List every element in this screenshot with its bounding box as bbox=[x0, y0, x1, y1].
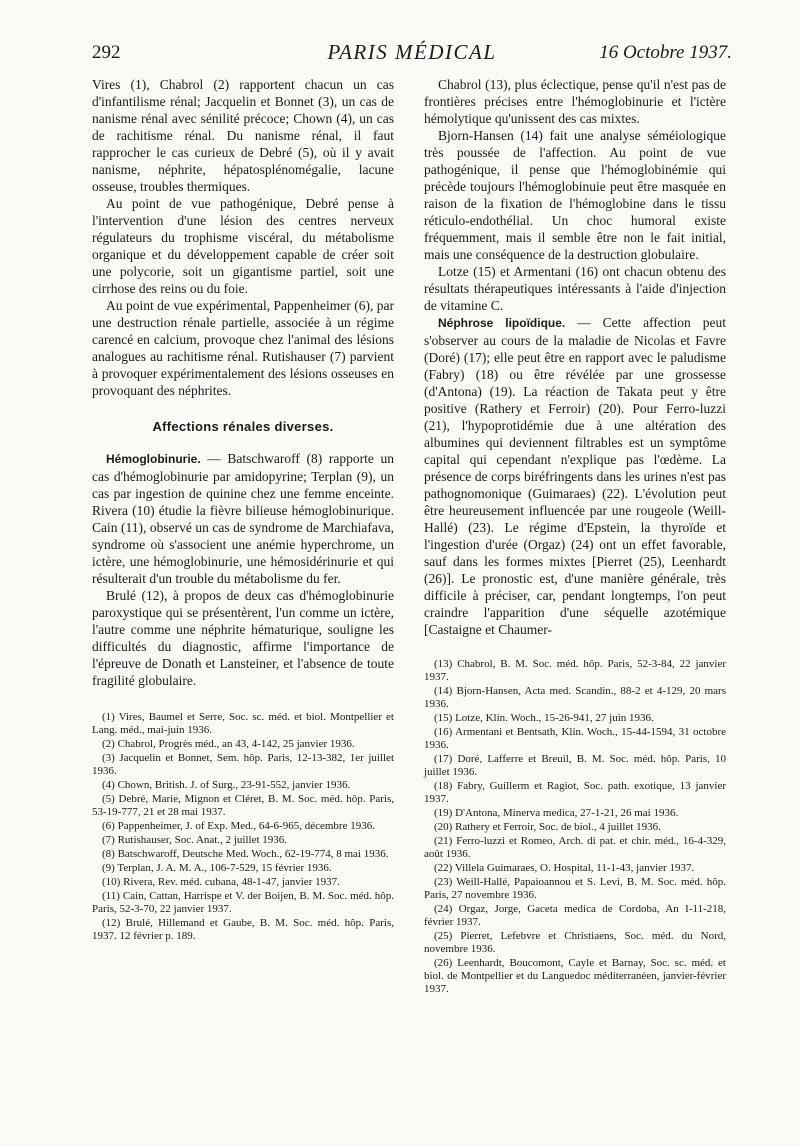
page-header bbox=[92, 40, 732, 70]
footnote: (3) Jacquelin et Bonnet, Sem. hôp. Paris, 12-13-382, 1er juillet 1936. bbox=[92, 752, 394, 777]
footnote: (11) Cain, Cattan, Harrispe et V. der Boijen, B. M. Soc. méd. hôp. Paris, 52-3-70, 22 janvier 1937. bbox=[92, 890, 394, 915]
footnote: (18) Fabry, Guillerm et Ragiot, Soc. path. exotique, 13 janvier 1937. bbox=[424, 780, 726, 805]
footnote: (15) Lotze, Klin. Woch., 15-26-941, 27 juin 1936. bbox=[434, 712, 654, 724]
paragraph: Chabrol (13), plus éclectique, pense qu'il n'est pas de frontières précises entre l'hémoglobinurie et l'ictère hémolytique qu'unissent des cas mixtes. bbox=[424, 77, 726, 126]
run-in-heading: Néphrose lipoïdique. bbox=[438, 316, 566, 330]
footnote: (23) Weill-Hallé, Papaioannou et S. Levi, B. M. Soc. méd. hôp. Paris, 27 novembre 1936. bbox=[424, 876, 726, 901]
paragraph: Bjorn-Hansen (14) fait une analyse séméiologique très poussée de l'affection. Au point de vue pathogénique, il pense que l'hémoglobinémie qui précède toujours l'hémoglobinuie peut être masquée en raison de la fixation de l'hémoglobine dans le tissu réticulo-endothélial. Un choc humoral existe fréquemment, mais il semble être non le fait initial, mais une conséquence de la destruction globulaire. bbox=[424, 128, 726, 262]
issue-date: 16 Octobre 1937. bbox=[599, 42, 732, 63]
paragraph bbox=[424, 314, 726, 638]
right-column bbox=[424, 76, 726, 997]
footnote: (24) Orgaz, Jorge, Gaceta medica de Cordoba, An I-11-218, février 1937. bbox=[424, 903, 726, 928]
paragraph: Vires (1), Chabrol (2) rapportent chacun un cas d'infantilisme rénal; Jacquelin et Bonnet (3), un cas de nanisme rénal avec sénilité précoce; Chown (4), un cas de rachitisme rénal. Du nanisme rénal, il faut rapprocher le cas curieux de Debré (5), où il y avait nanisme, néphrite, hépatosplénomégalie, lacune osseuse, troubles thermiques. bbox=[92, 77, 394, 194]
footnote: (20) Rathery et Ferroir, Soc. de biol., 4 juillet 1936. bbox=[434, 821, 661, 833]
section-heading: Affections rénales diverses. bbox=[152, 419, 334, 434]
paragraph-text: — Cette affection peut s'observer au cours de la maladie de Nicolas et Favre (Doré) (17); elle peut être en rapport avec le paludisme (Fabry) (18) ou être révélée par une grossesse (d'Antona) (19). La réaction de Takata peut y être positive (Rathery et Ferroir) (20). Pour Ferro-luzzi (21), l'hypoprotidémie due à une altération des albumines qui deviennent filtrables est un symptôme capital qui cependant n'explique pas l'œdème. La présence de corps biréfringents dans les urines n'est pas pathognomonique (Guimaraes) (22). L'évolution peut être heureusement influencée par une rougeole (Weill-Hallé) (23). Le régime d'Epstein, la thyroïde et l'ingestion d'urée (Orgaz) (24) ont un effet favorable, sauf dans les formes mixtes [Pierret (25), Leenhardt (26)]. Le pronostic est, d'une manière générale, très difficile à préciser, car, pendant longtemps, l'on peut craindre l'apparition d'une séquelle azotémique [Castaigne et Chaumer- bbox=[424, 315, 726, 637]
footnotes bbox=[92, 711, 394, 943]
paragraph: Au point de vue pathogénique, Debré pense à l'intervention d'une lésion des centres nerveux régulateurs du trophisme viscéral, du métabolisme organique et du développement capable de créer soit une polycorie, soit un gigantisme partiel, soit une cirrhose des reins ou du foie. bbox=[92, 196, 394, 296]
footnote: (21) Ferro-luzzi et Romeo, Arch. di pat. et chir. méd., 16-4-329, août 1936. bbox=[424, 835, 726, 860]
run-in-heading: Hémoglobinurie. bbox=[106, 452, 201, 466]
footnote: (10) Rivera, Rev. méd. cubana, 48-1-47, janvier 1937. bbox=[102, 876, 340, 888]
footnotes bbox=[424, 658, 726, 996]
paragraph-text: — Batschwaroff (8) rapporte un cas d'hémoglobinurie par amidopyrine; Terplan (9), un cas par ingestion de quinine chez une femme enceinte. Rivera (10) étudie la fièvre bilieuse hémoglobinurique. Cain (11), observé un cas de syndrome de Marchiafava, syndrome où s'associent une anémie hyperchrome, un ictère, une hémoglobinurie, une hémosidérinurie et qui résulterait d'un trouble du métabolisme du fer. bbox=[92, 451, 394, 586]
footnote: (26) Leenhardt, Boucomont, Cayle et Barnay, Soc. sc. méd. et biol. de Montpellier et du Languedoc méditerranéen, janvier-février 1937. bbox=[424, 957, 726, 995]
footnote: (4) Chown, British. J. of Surg., 23-91-552, janvier 1936. bbox=[102, 779, 351, 791]
journal-title: PARIS MÉDICAL bbox=[327, 40, 497, 64]
footnote: (16) Armentani et Bentsath, Klin. Woch., 15-44-1594, 31 octobre 1936. bbox=[424, 726, 726, 751]
paragraph: Brulé (12), à propos de deux cas d'hémoglobinurie paroxystique qui se présentèrent, l'un comme un ictère, l'autre comme une néphrite hématurique, souligne les difficultés du diagnostic, affirme l'importance de l'épreuve de Donath et Lansteiner, et l'absence de toute fragilité globulaire. bbox=[92, 588, 394, 688]
footnote: (13) Chabrol, B. M. Soc. méd. hôp. Paris, 52-3-84, 22 janvier 1937. bbox=[424, 658, 726, 683]
footnote: (7) Rutishauser, Soc. Anat., 2 juillet 1936. bbox=[102, 834, 288, 846]
page-number: 292 bbox=[92, 42, 121, 63]
footnote: (17) Doré, Lafferre et Breuil, B. M. Soc. méd. hôp. Paris, 10 juillet 1936. bbox=[424, 753, 726, 778]
footnote: (1) Vires, Baumel et Serre, Soc. sc. méd. et biol. Montpellier et Lang. méd., mai-juin 1936. bbox=[92, 711, 394, 736]
paragraph: Au point de vue expérimental, Pappenheimer (6), par une destruction rénale partielle, associée à un régime carencé en calcium, provoque chez l'animal des lésions analogues au rachitisme rénal. Rutishauser (7) parvient à provoquer expérimentalement des lésions osseuses en provoquant des néphrites. bbox=[92, 298, 394, 398]
footnote: (8) Batschwaroff, Deutsche Med. Woch., 62-19-774, 8 mai 1936. bbox=[102, 848, 389, 860]
footnote: (22) Villela Guimaraes, O. Hospital, 11-1-43, janvier 1937. bbox=[434, 862, 695, 874]
paragraph bbox=[92, 450, 394, 587]
left-column bbox=[92, 76, 394, 944]
footnote: (2) Chabrol, Progrès méd., an 43, 4-142, 25 janvier 1936. bbox=[102, 738, 355, 750]
paragraph: Lotze (15) et Armentani (16) ont chacun obtenu des résultats thérapeutiques intéressants à l'aide d'injection de vitamine C. bbox=[424, 264, 726, 313]
footnote: (19) D'Antona, Minerva medica, 27-1-21, 26 mai 1936. bbox=[434, 807, 679, 819]
footnote: (14) Bjorn-Hansen, Acta med. Scandin., 88-2 et 4-129, 20 mars 1936. bbox=[424, 685, 726, 710]
footnote: (9) Terplan, J. A. M. A., 106-7-529, 15 février 1936. bbox=[102, 862, 332, 874]
footnote: (6) Pappenheimer, J. of Exp. Med., 64-6-965, décembre 1936. bbox=[102, 820, 375, 832]
footnote: (12) Brulé, Hillemand et Gaube, B. M. Soc. méd. hôp. Paris, 1937. 12 février p. 189. bbox=[92, 917, 394, 942]
footnote: (5) Debré, Marie, Mignon et Cléret, B. M. Soc. méd. hôp. Paris, 53-19-777, 21 et 28 mai 1937. bbox=[92, 793, 394, 818]
footnote: (25) Pierret, Lefebvre et Christiaens, Soc. méd. du Nord, novembre 1936. bbox=[424, 930, 726, 955]
